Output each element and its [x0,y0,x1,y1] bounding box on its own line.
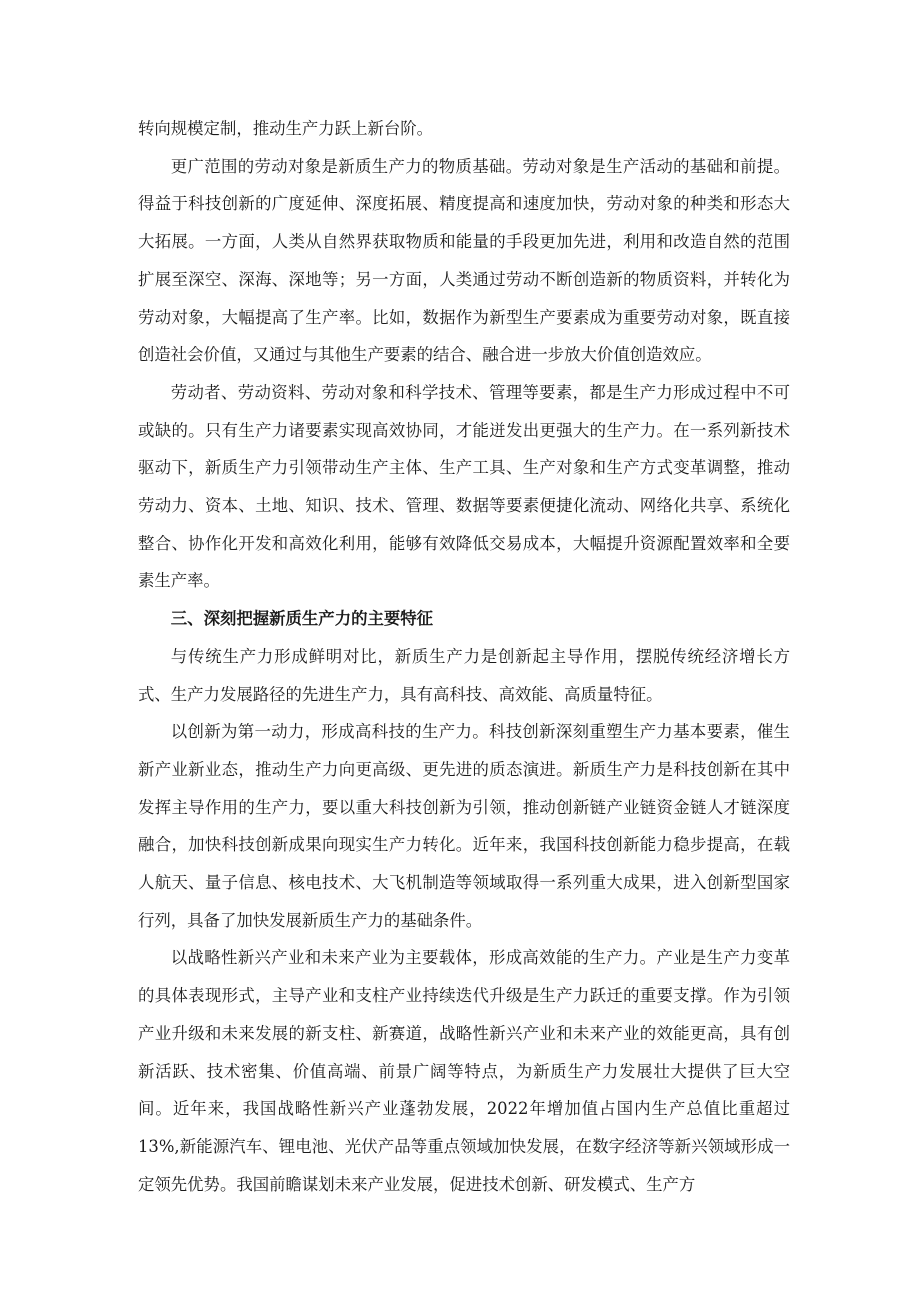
paragraph-innovation: 以创新为第一动力，形成高科技的生产力。科技创新深刻重塑生产力基本要素，催生新产业新业态，推动生产力向更高级、更先进的质态演进。新质生产力是科技创新在其中发挥主导作用的生产力，要以重大科技创新为引领，推动创新链产业链资金链人才链深度融合，加快科技创新成果向现实生产力转化。近年来，我国科技创新能力稳步提高，在载人航天、量子信息、核电技术、大飞机制造等领域取得一系列重大成果，进入创新型国家行列，具备了加快发展新质生产力的基础条件。 [138,722,790,930]
paragraph-comparison: 与传统生产力形成鲜明对比，新质生产力是创新起主导作用，摆脱传统经济增长方式、生产力发展路径的先进生产力，具有高科技、高效能、高质量特征。 [138,646,790,704]
paragraph-labor-objects: 更广范围的劳动对象是新质生产力的物质基础。劳动对象是生产活动的基础和前提。得益于科技创新的广度延伸、深度拓展、精度提高和速度加快，劳动对象的种类和形态大大拓展。一方面，人类从自然界获取物质和能量的手段更加先进，利用和改造自然的范围扩展至深空、深海、深地等；另一方面，人类通过劳动不断创造新的物质资料，并转化为劳动对象，大幅提高了生产率。比如，数据作为新型生产要素成为重要劳动对象，既直接创造社会价值，又通过与其他生产要素的结合、融合进一步放大价值创造效应。 [138,156,790,365]
paragraph-continuation: 转向规模定制，推动生产力跃上新台阶。 [138,119,434,138]
paragraph-emerging-industries: 以战略性新兴产业和未来产业为主要载体，形成高效能的生产力。产业是生产力变革的具体表现形式，主导产业和支柱产业持续迭代升级是生产力跃迁的重要支撑。作为引领产业升级和未来发展的新支柱、新赛道，战略性新兴产业和未来产业的效能更高，具有创新活跃、技术密集、价值高端、前景广阔等特点，为新质生产力发展壮大提供了巨大空间。近年来，我国战略性新兴产业蓬勃发展，2022年增加值占国内生产总值比重超过13%,新能源汽车、锂电池、光伏产品等重点领域加快发展，在数字经济等新兴领域形成一定领先优势。我国前瞻谋划未来产业发展，促进技术创新、研发模式、生产方 [138,948,790,1194]
paragraph-productivity-factors: 劳动者、劳动资料、劳动对象和科学技术、管理等要素，都是生产力形成过程中不可或缺的。只有生产力诸要素实现高效协同，才能迸发出更强大的生产力。在一系列新技术驱动下，新质生产力引领带动生产主体、生产工具、生产对象和生产方式变革调整，推动劳动力、资本、土地、知识、技术、管理、数据等要素便捷化流动、网络化共享、系统化整合、协作化开发和高效化利用，能够有效降低交易成本，大幅提升资源配置效率和全要素生产率。 [138,382,790,591]
section-heading: 三、深刻把握新质生产力的主要特征 [170,609,434,629]
document-body [138,110,790,1203]
